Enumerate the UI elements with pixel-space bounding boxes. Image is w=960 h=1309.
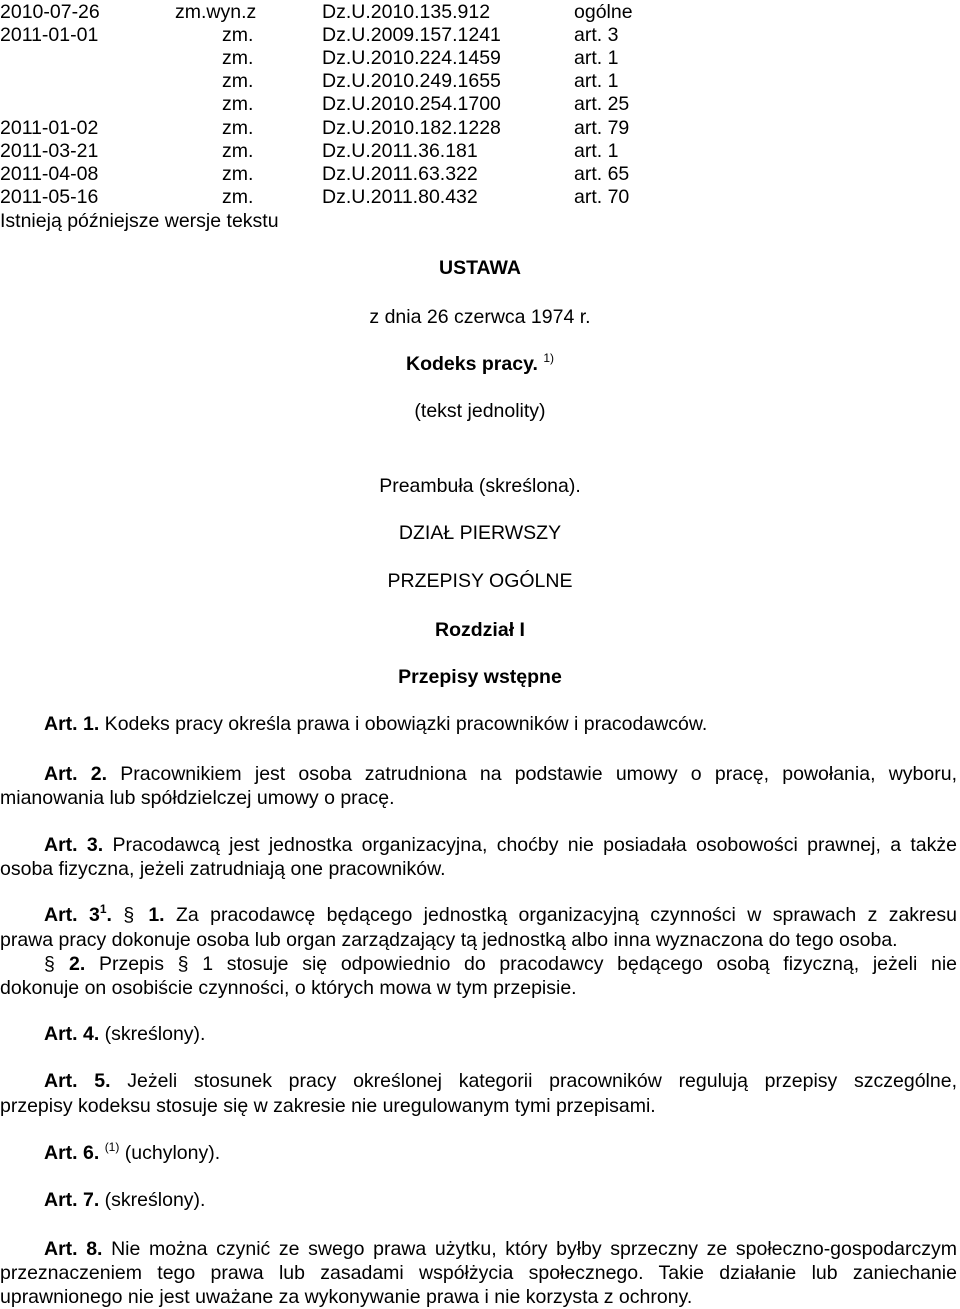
amendment-source[interactable]: Dz.U.2010.249.1655 [322, 70, 501, 92]
amendment-scope: art. 1 [574, 70, 619, 92]
amendment-type: zm. [222, 47, 254, 69]
amendment-scope: art. 70 [574, 186, 630, 208]
article-5-line2: przepisy kodeksu stosuje się w zakresie nie uregulowanym tymi przepisami. [0, 1095, 656, 1117]
amendment-date: 2011-05-16 [0, 186, 99, 208]
amendment-source[interactable]: Dz.U.2011.36.181 [322, 140, 478, 162]
amendment-type: zm. [222, 163, 254, 185]
article-3-line1: Art. 3. Pracodawcą jest jednostka organizacyjna, choćby nie posiadała osobowości prawnej, a także [44, 834, 958, 856]
amendment-type: zm. [222, 24, 254, 46]
article-8-line2: przeznaczeniem tego prawa lub zasadami współżycia społecznego. Takie działanie lub zaniechanie [0, 1262, 957, 1284]
amendment-date: 2011-03-21 [0, 140, 99, 162]
amendment-date: 2011-01-01 [0, 24, 99, 46]
amendment-source[interactable]: Dz.U.2010.182.1228 [322, 117, 501, 139]
preamble: Preambuła (skreślona). [379, 475, 581, 497]
amendment-scope: art. 79 [574, 117, 630, 139]
article-2-line1: Art. 2. Pracownikiem jest osoba zatrudniona na podstawie umowy o pracę, powołania, wyboru, [44, 763, 957, 785]
article-3-line2: osoba fizyczna, jeżeli zatrudniają one pracowników. [0, 858, 446, 880]
amendment-scope: art. 1 [574, 140, 619, 162]
amendment-date: 2011-04-08 [0, 163, 99, 185]
amendment-source[interactable]: Dz.U.2010.224.1459 [322, 47, 501, 69]
act-date: z dnia 26 czerwca 1974 r. [369, 306, 591, 328]
chapter-title: Przepisy wstępne [398, 666, 562, 688]
article-1: Art. 1. Kodeks pracy określa prawa i obowiązki pracowników i pracodawców. [44, 713, 708, 735]
division-heading: DZIAŁ PIERWSZY [398, 522, 562, 544]
amendment-date: 2011-01-02 [0, 117, 99, 139]
text-kind: (tekst jednolity) [414, 400, 546, 422]
amendment-scope: art. 1 [574, 47, 619, 69]
amendment-scope: art. 65 [574, 163, 630, 185]
article-3-1-line2: prawa pracy dokonuje osoba lub organ zarządzający tą jednostką albo inna wyznaczona do tego osoba. [0, 929, 898, 951]
later-versions-link[interactable]: Istnieją późniejsze wersje tekstu [0, 210, 279, 232]
chapter-heading: Rozdział I [435, 619, 525, 641]
article-3-1-line1: Art. $3^1$. § 1. Za pracodawcę będącego jednostką organizacyjną czynności w sprawach z zakresu [44, 902, 957, 926]
article-3-1-line3: § 2. Przepis § 1 stosuje się odpowiednio do pracodawcy będącego osobą fizyczną, jeżeli nie [44, 953, 957, 975]
amendment-type: zm. [222, 117, 254, 139]
article-3-1-line4: dokonuje on osobiście czynności, o których mowa w tym przepisie. [0, 977, 577, 999]
footnote-marker[interactable]: 1) [543, 351, 554, 365]
article-8-line1: Art. 8. Nie można czynić ze swego prawa użytku, który byłby sprzeczny ze społeczno-gospodarczym [44, 1238, 957, 1260]
act-title: USTAWA [439, 257, 521, 279]
article-4: Art. 4. (skreślony). [44, 1023, 206, 1045]
amendment-type: zm. [222, 140, 254, 162]
amendment-type: zm. [222, 93, 254, 115]
amendment-source[interactable]: Dz.U.2010.135.912 [322, 1, 491, 23]
amendment-type: zm. [222, 186, 254, 208]
amendment-type: zm.wyn.z [175, 1, 257, 23]
amendment-date: 2010-07-26 [0, 1, 100, 23]
section-sign: § [123, 904, 135, 926]
article-7: Art. 7. (skreślony). [44, 1189, 206, 1211]
amendment-source[interactable]: Dz.U.2011.63.322 [322, 163, 478, 185]
amendment-scope: art. 3 [574, 24, 619, 46]
act-name: Kodeks pracy. $^{1)}$ [406, 351, 554, 375]
division-title: PRZEPISY OGÓLNE [387, 570, 573, 592]
article-6: Art. 6. $^{(1)}$ (uchylony). [44, 1140, 221, 1164]
amendment-source[interactable]: Dz.U.2010.254.1700 [322, 93, 501, 115]
amendment-type: zm. [222, 70, 254, 92]
section-sign: § [44, 953, 55, 975]
amendment-source[interactable]: Dz.U.2009.157.1241 [322, 24, 501, 46]
change-marker[interactable]: (1) [104, 1140, 120, 1154]
amendment-scope: ogólne [574, 1, 633, 23]
article-5-line1: Art. 5. Jeżeli stosunek pracy określonej kategorii pracowników regulują przepisy szczególne, [44, 1070, 957, 1092]
amendment-source[interactable]: Dz.U.2011.80.432 [322, 186, 478, 208]
article-8-line3: uprawnionego nie jest uważane za wykonywanie prawa i nie korzysta z ochrony. [0, 1286, 693, 1308]
amendment-scope: art. 25 [574, 93, 630, 115]
article-2-line2: mianowania lub spółdzielczej umowy o pracę. [0, 787, 395, 809]
